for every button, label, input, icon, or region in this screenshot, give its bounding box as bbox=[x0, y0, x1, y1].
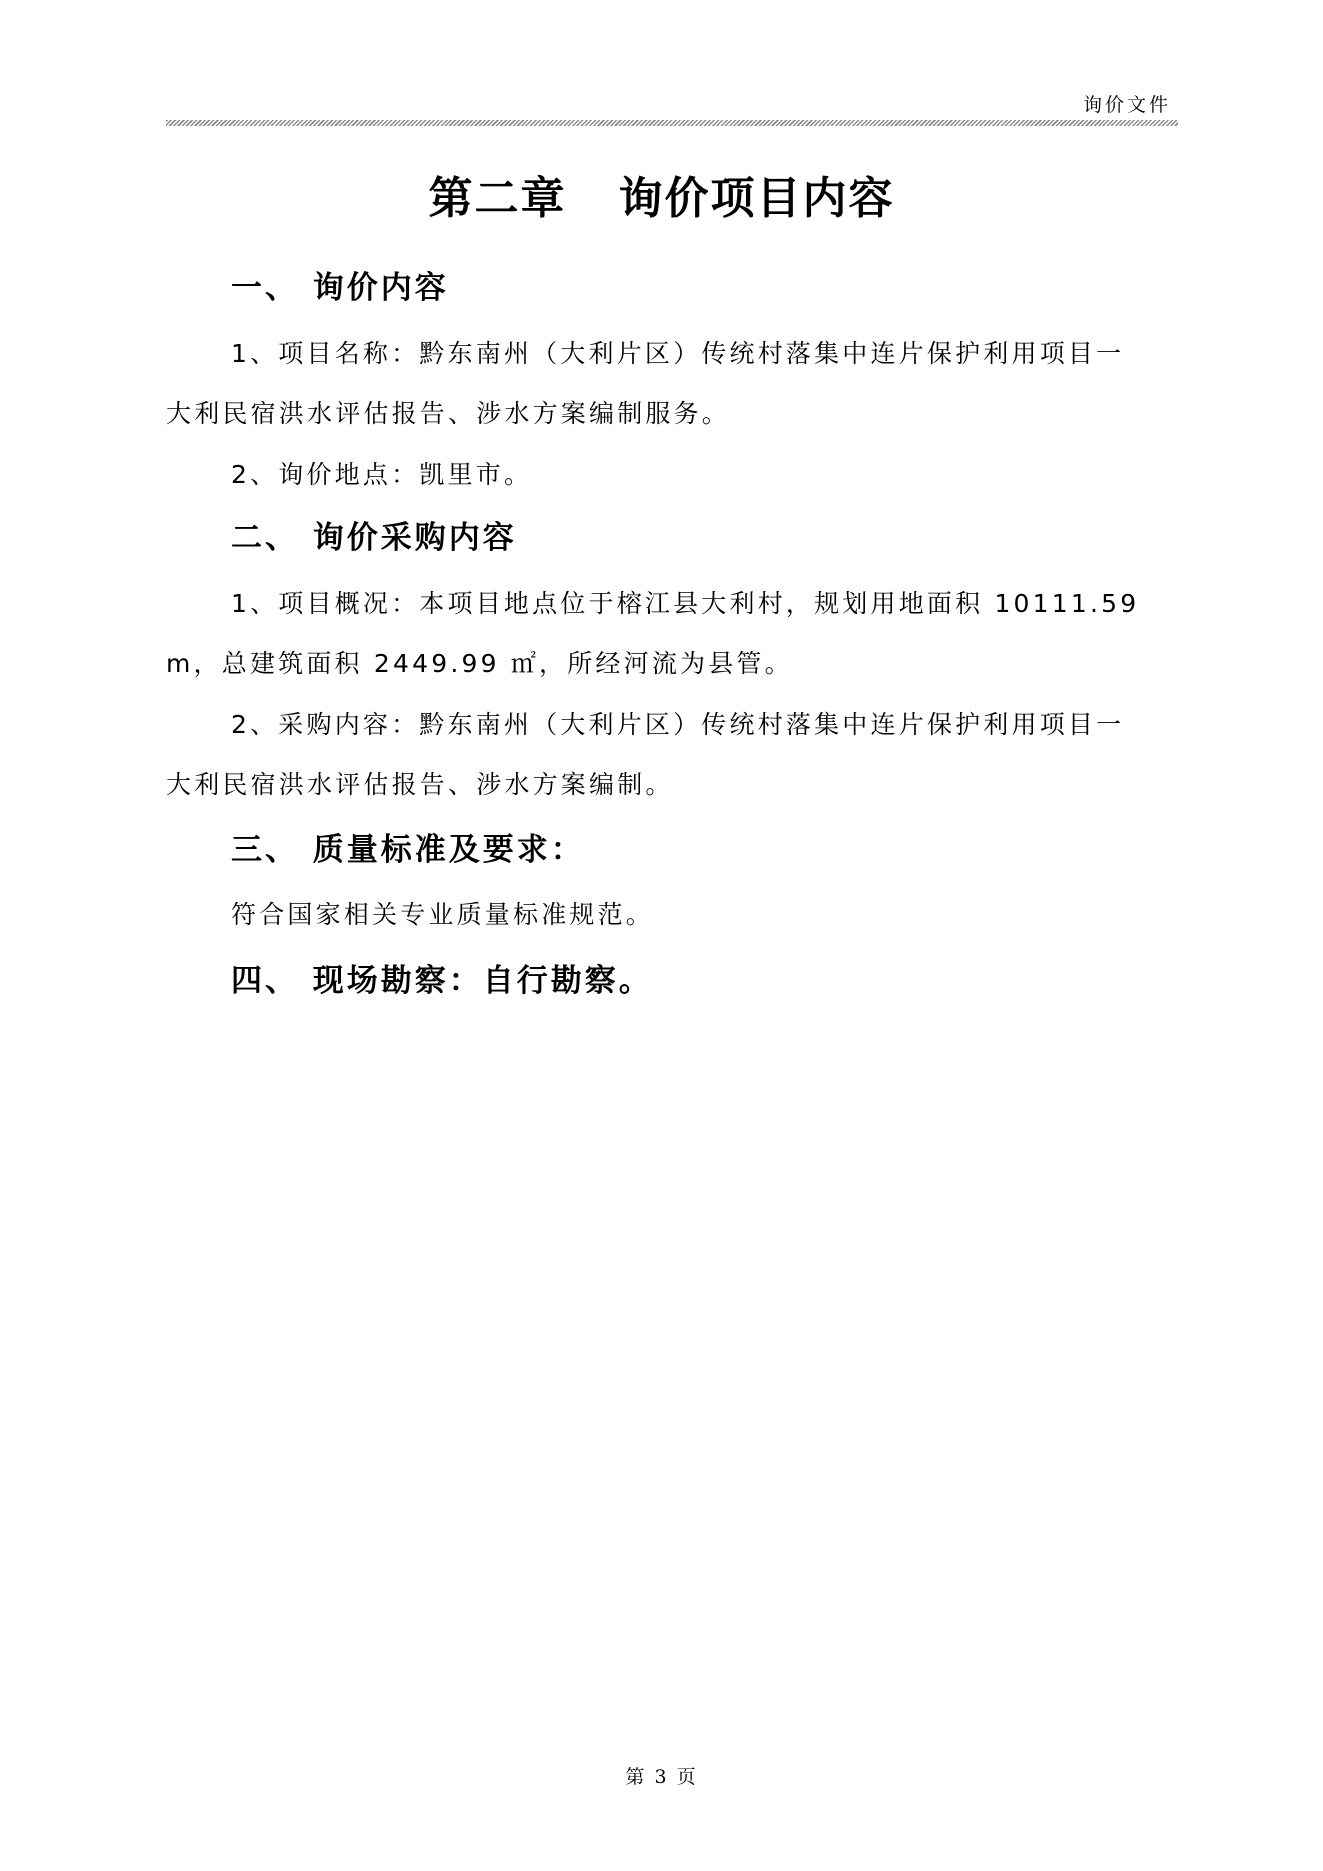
paragraph-line: 符合国家相关专业质量标准规范。 bbox=[231, 900, 655, 929]
paragraph-line: m，总建筑面积 2449.99 ㎡，所经河流为县管。 bbox=[166, 649, 793, 678]
chapter-title: 第二章 询价项目内容 bbox=[428, 173, 895, 224]
header-label: 询价文件 bbox=[1082, 94, 1171, 116]
paragraph-line: 2、询价地点：凯里市。 bbox=[231, 460, 533, 489]
paragraph-line: 大利民宿洪水评估报告、涉水方案编制。 bbox=[166, 770, 674, 799]
paragraph-line: 大利民宿洪水评估报告、涉水方案编制服务。 bbox=[166, 399, 731, 428]
section-heading-4: 四、 现场勘察：自行勘察。 bbox=[231, 963, 653, 999]
paragraph-line: 1、项目名称：黔东南州（大利片区）传统村落集中连片保护利用项目一 bbox=[231, 339, 1125, 368]
section-heading-1: 一、 询价内容 bbox=[231, 270, 449, 306]
section-heading-2: 二、 询价采购内容 bbox=[231, 520, 517, 556]
paragraph-line: 1、项目概况：本项目地点位于榕江县大利村，规划用地面积 10111.59 bbox=[231, 589, 1140, 618]
section-heading-3: 三、 质量标准及要求： bbox=[231, 832, 585, 868]
paragraph-line: 2、采购内容：黔东南州（大利片区）传统村落集中连片保护利用项目一 bbox=[231, 710, 1125, 739]
page-number: 第 3 页 bbox=[625, 1766, 698, 1788]
header-rule bbox=[166, 120, 1178, 126]
